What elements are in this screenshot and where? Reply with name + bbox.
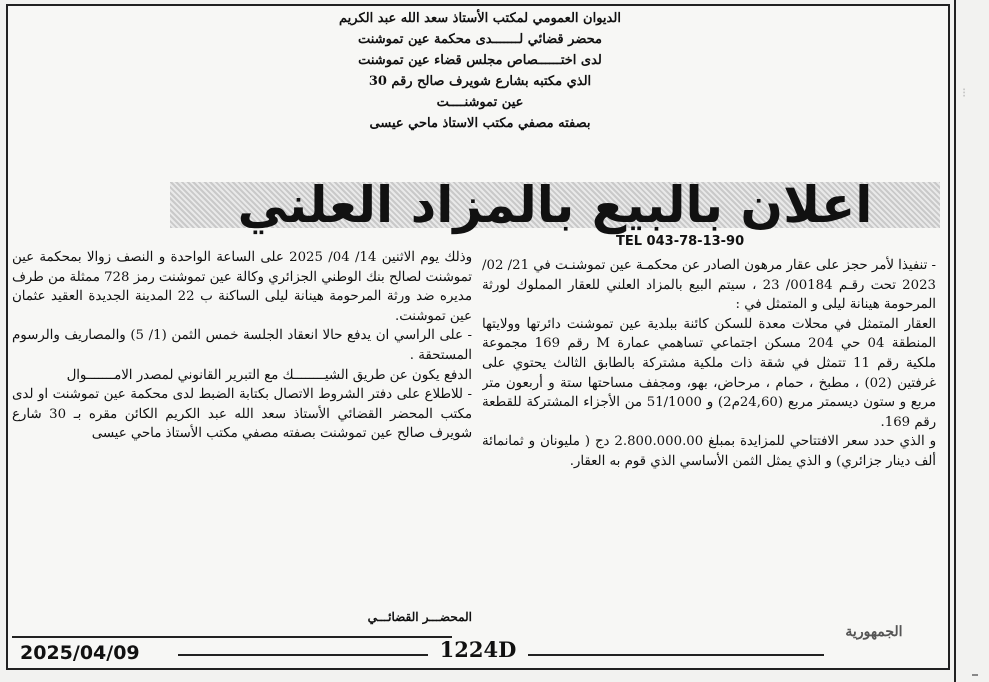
bailiff-signature: المحضـــر القضائـــي xyxy=(367,610,472,624)
header-line: الديوان العمومي لمكتب الأستاذ سعد الله عبد الكريم xyxy=(339,11,621,26)
paragraph: الدفع يكون عن طريق الشيــــــــك مع التبرير القانوني لمصدر الامـــــــوال xyxy=(66,367,472,383)
footer-rule-right xyxy=(528,654,824,656)
header-line: محضر قضائي لـــــــدى محكمة عين تموشنت xyxy=(358,32,602,47)
publication-date: 2025/04/09 xyxy=(20,642,140,664)
paragraph: وذلك يوم الاثنين 14/ 04/ 2025 على الساعة الواحدة و النصف زوالا بمحكمة عين تموشنت لصالح بنك الوطني الجزائري وكالة عين تموشنت رمز 728 ممثلة من طرف مديره ضد ورثة المرحومة هينانة ليلى الساكنة ب 22 المدينة الجديدة العقيد عثمان عين تموشنت. xyxy=(12,250,472,324)
issuer-header xyxy=(220,8,740,134)
margin-mark: ⁝ xyxy=(962,86,967,101)
ad-reference-code: 1224D xyxy=(439,637,517,662)
header-line: لدى اختــــــصاص مجلس قضاء عين تموشنت xyxy=(358,53,602,68)
header-line: الذي مكتبه بشارع شويرف صالح رقم 30 xyxy=(368,74,592,89)
paragraph: - للاطلاع على دفتر الشروط الاتصال بكتابة الضبط لدى محكمة عين تموشنت او لدى مكتب المحضر القضائي الأستاذ سعد الله عبد الكريم الكائن مقره بـ 30 شارع شويرف صالح عين تموشنت بصفته مصفي مكتب الأستاذ ماحي عيسى xyxy=(12,387,472,442)
announcement-title: اعلان بالبيع بالمزاد العلني xyxy=(237,176,873,234)
header-line: عين تموشنــــت xyxy=(436,95,524,110)
telephone-number: TEL 043-78-13-90 xyxy=(616,234,745,249)
page-edge-line xyxy=(954,0,956,682)
paragraph: و الذي حدد سعر الافتتاحي للمزايدة بمبلغ 2.800.000.00 دج ( مليونان و ثمانمائة ألف دينار جزائري) و الذي يمثل الثمن الأساسي الذي قوم به العقار. xyxy=(482,434,936,469)
right-text-column xyxy=(482,256,936,628)
paragraph: - على الراسي ان يدفع حالا انعقاد الجلسة خمس الثمن (1/ 5) والمصاريف والرسوم المستحقة . xyxy=(12,328,472,363)
paragraph: العقار المتمثل في محلات معدة للسكن كائنة ببلدية عين تموشنت دائرتها وولايتها المنطقة 04 حي 204 مسكن اجتماعي تساهمي عمارة M رقم 169 مجموعة ملكية رقم 11 تتمثل في شقة ذات ملكية مشتركة بالطابق الثالث يحتوي على غرفتين (02) ، مطبخ ، حمام ، مرحاض، بهو، ومجفف مساحتها ستة و أربعون متر مربع و ستون ديسمتر مربع (24,60م2) و 51/1000 من الأجزاء المشتركة للقطعة رقم 169. xyxy=(482,316,936,430)
margin-dot xyxy=(972,674,978,676)
signature-underline xyxy=(12,636,452,638)
paragraph: - تنفيذا لأمر حجز على عقار مرهون الصادر عن محكمـة عين تموشنـت في 21/ 02/ 2023 تحت رقـم 00184/ 23 ، سيتم البيع بالمزاد العلني للعقار المملوك لورثة المرحومة هينانة ليلى و المتمثل في : xyxy=(482,258,936,313)
newspaper-brand: الجمهورية xyxy=(845,624,903,640)
footer-rule-left xyxy=(178,654,428,656)
left-text-column xyxy=(12,248,472,606)
header-line: بصفته مصفي مكتب الاستاذ ماحي عيسى xyxy=(369,116,591,131)
